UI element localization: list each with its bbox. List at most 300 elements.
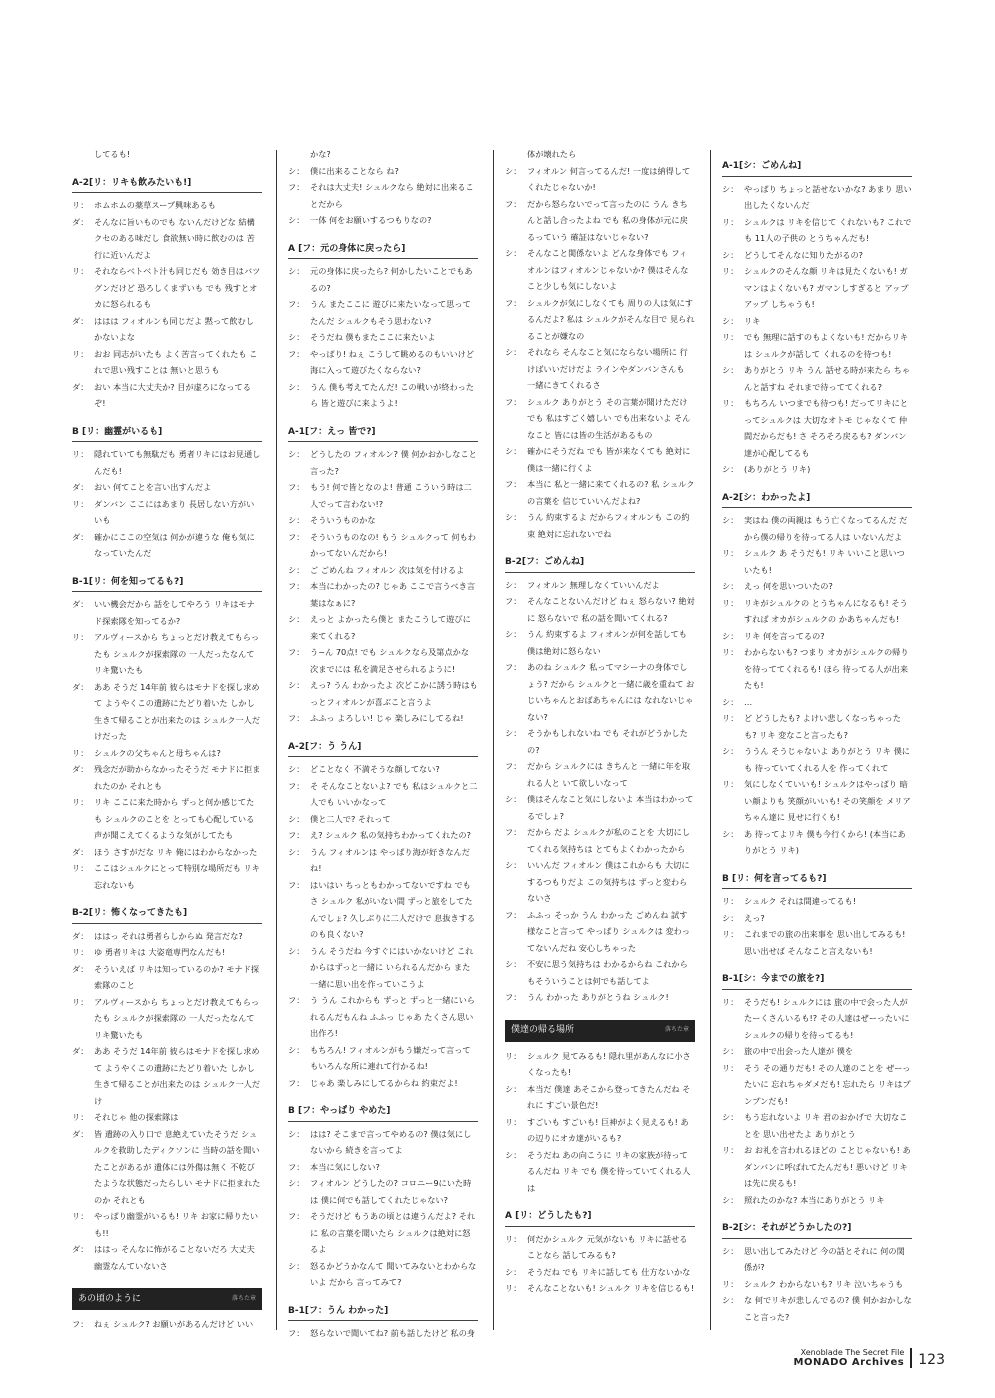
dialogue-text: うん 僕も考えてたんだ! この戦いが終わったら 皆と遊びに来ようよ! <box>310 381 474 408</box>
speaker-label: シ： <box>505 165 522 176</box>
continued-text: 体が壊れたら <box>527 149 577 159</box>
dialogue-line <box>505 659 695 725</box>
dialogue-line <box>288 163 478 180</box>
dialogue-line <box>505 196 695 246</box>
dialogue-line <box>505 245 695 295</box>
dialogue-text: そんなに旨いものでも ないんだけどな 結構クセのある味だし 食欲無い時に飲むのは 苦行に近いんだよ <box>94 216 255 260</box>
dialogue-line <box>722 545 912 578</box>
speaker-label: シ： <box>505 248 522 258</box>
dialogue-line <box>288 827 478 844</box>
speaker-label: シ： <box>288 614 305 624</box>
speaker-label: リ： <box>72 996 89 1007</box>
speaker-label: シ： <box>288 846 305 857</box>
dialogue-line <box>505 1081 695 1114</box>
speaker-label: シ： <box>722 1194 739 1205</box>
dialogue-text: ああ そうだ 14年前 彼らはモナドを探し求めて ようやくこの遺跡にたどり着いた しかし生きて帰ることが出来たのは シュルク一人だけ <box>94 1046 261 1106</box>
speaker-label: ダ： <box>72 963 89 974</box>
dialogue-text: すごいも すごいも! 巨神がよく見えるも! あの辺りにオカ達がいるも? <box>527 1116 689 1143</box>
speaker-label: ダ： <box>72 1244 89 1254</box>
speaker-label: シ： <box>722 315 739 326</box>
dialogue-text: 残念だが助からなかったそうだ モナドに拒まれたのか それとも <box>94 764 261 791</box>
speaker-label: リ： <box>72 797 89 807</box>
speaker-label: シ： <box>288 215 305 225</box>
dialogue-line <box>722 1192 912 1209</box>
speaker-label: フ： <box>505 662 522 672</box>
speaker-label: フ： <box>505 761 522 771</box>
dialogue-line <box>288 329 478 346</box>
dialogue-text: フィオルン 無理しなくていいんだよ <box>527 579 660 590</box>
dialogue-line <box>72 1126 262 1209</box>
dialogue-line <box>72 1208 262 1241</box>
branch-heading: B-2[リ：怖くなってきたも] <box>72 905 262 924</box>
speaker-label: シ： <box>722 828 739 839</box>
speaker-label: シ： <box>722 696 739 707</box>
speaker-label: ダ： <box>72 846 89 857</box>
speaker-label: リ： <box>722 332 739 342</box>
dialogue-text: ダンバン ここにはあまり 長居しない方がいいも <box>94 498 255 525</box>
dialogue-line <box>505 1264 695 1281</box>
dialogue-text: シュルクが気にしなくても 周りの人は気にするんだよ? 私は シュルクがそんな目で 見られることが嫌なの <box>527 297 695 341</box>
dialogue-text: 一体 何をお願いするつもりなの? <box>310 215 432 225</box>
dialogue-text: おい 本当に大丈夫か? 目が虚ろになってるぞ! <box>94 381 251 408</box>
speaker-label: シ： <box>505 1266 522 1277</box>
dialogue-text: そうだね でも リキに話しても 仕方ないかな <box>527 1266 691 1277</box>
dialogue-line <box>72 944 262 961</box>
dialogue-text: そうかもしれないね でも それがどうかしたの? <box>527 728 688 755</box>
dialogue-text: はいはい ちっともわかってないですね でもさ シュルク 私がいない間 ずっと旅をしてたんでしょ? 久しぶりに二人だけで 息抜きするのも良くない? <box>310 879 476 939</box>
speaker-label: ダ： <box>72 1046 89 1056</box>
dialogue-line <box>505 791 695 824</box>
dialogue-text: アルヴィースから ちょっとだけ教えてもらったも シュルクが探索隊の 一人だったなんて リキ驚いたも <box>94 996 260 1040</box>
dialogue-line <box>72 596 262 629</box>
speaker-label: シ： <box>722 464 739 474</box>
speaker-label: シ： <box>722 1046 739 1056</box>
speaker-label: リ： <box>72 1211 89 1221</box>
speaker-label: ダ： <box>72 381 89 392</box>
speaker-label: リ： <box>722 398 739 408</box>
speaker-label: フ： <box>288 1211 305 1221</box>
dialogue-line <box>72 679 262 745</box>
dialogue-text: いいんだ フィオルン 僕はこれからも 大切にするつもりだよ この気持ちは ずっと変わらないさ <box>527 860 690 903</box>
dialogue-text: だから だよ シュルクが私のことを 大切にしてくれる気持ちは とてもよくわかったから <box>527 827 691 854</box>
dialogue-line <box>72 1109 262 1126</box>
dialogue-line <box>722 1292 912 1325</box>
branch-heading: B-2[フ：ごめんね] <box>505 554 695 573</box>
dialogue-line <box>72 794 262 844</box>
dialogue-line <box>72 263 262 313</box>
speaker-label: リ： <box>722 779 739 789</box>
speaker-label: ダ： <box>72 681 89 692</box>
branch-heading: A-1[フ：えっ 皆で?] <box>288 424 478 443</box>
dialogue-text: 怒るかどうかなんて 聞いてみないとわからないよ だから 言ってみて? <box>310 1260 477 1287</box>
dialogue-line <box>722 1243 912 1276</box>
dialogue-line <box>288 943 478 993</box>
dialogue-line <box>72 961 262 994</box>
speaker-label: リ： <box>722 929 739 939</box>
dialogue-line <box>288 1325 478 1342</box>
speaker-label: シ： <box>288 945 305 956</box>
speaker-label: シ： <box>288 1044 305 1055</box>
dialogue-text: そんなこと関係ないよ どんな身体でも フィオルンはフィオルンじゃないか? 僕はそんなこと少しも気にしないよ <box>527 248 689 291</box>
dialogue-text: ははは フィオルンも同じだよ 黙って飲むしかないよな <box>94 315 254 342</box>
speaker-label: フ： <box>288 531 305 542</box>
dialogue-text: う うん これからも ずっと ずっと一緒にいられるんだもんね ふふっ じゃあ たくさん思い出作ろ! <box>310 995 475 1038</box>
speaker-label: シ： <box>505 1083 522 1094</box>
dialogue-line <box>505 725 695 758</box>
speaker-label: シ： <box>288 332 305 342</box>
dialogue-text: 僕と二人で? それって <box>310 813 391 824</box>
dialogue-line <box>505 593 695 626</box>
branch-heading: B-1[フ：うん わかった] <box>288 1303 478 1322</box>
dialogue-text: シュルク それは間違ってるも! <box>744 896 856 906</box>
dialogue-line <box>288 1258 478 1291</box>
dialogue-text: はは? そこまで言ってやめるの? 僕は気にしないから 続きを言ってよ <box>310 1128 472 1155</box>
speaker-label: シ： <box>722 183 739 194</box>
dialogue-line <box>288 1159 478 1176</box>
dialogue-line <box>72 860 262 893</box>
dialogue-line <box>505 989 695 1006</box>
dialogue-text: もう忘れないよ リキ 君のおかげで 大切なことを 思い出せたよ ありがとう <box>744 1112 908 1139</box>
dialogue-line <box>505 344 695 394</box>
dialogue-text: どうしてそんなに知りたがるの? <box>744 249 863 260</box>
dialogue-line <box>722 329 912 362</box>
dialogue-line <box>72 446 262 479</box>
dialogue-text: 隠れていても無駄だも 勇者リキにはお見通しんだも! <box>94 449 261 476</box>
dialogue-text: もちろん! フィオルンがもう嫌だって言ってもいろんな所に連れて行かるね! <box>310 1044 471 1071</box>
speaker-label: シ： <box>288 813 305 824</box>
speaker-label: リ： <box>505 1116 522 1127</box>
speaker-label: フ： <box>288 299 305 309</box>
dialogue-line <box>505 857 695 907</box>
speaker-label: リ： <box>722 1145 739 1155</box>
dialogue-text: 気にしなくていいも! シュルクはやっぱり 暗い顔よりも 笑顔がいいも! その笑顔を メリアちゃん達に 見せに行くも! <box>744 779 911 822</box>
dialogue-text: そんなことないも! シュルク リキを信じるも! <box>527 1283 695 1293</box>
speaker-label: フ： <box>505 992 522 1002</box>
speaker-label: フ： <box>72 1319 89 1329</box>
dialogue-line <box>722 214 912 247</box>
dialogue-text: そうだね 僕もまたここに来たいよ <box>310 332 436 342</box>
scene-title: 僕達の帰る場所 <box>511 1025 575 1036</box>
dialogue-line <box>288 212 478 229</box>
dialogue-line <box>505 907 695 957</box>
speaker-label: リ： <box>722 266 739 276</box>
dialogue-text: これまでの旅の出来事を 思い出してみるも! 思い出せば そんなこと言えないも! <box>744 929 906 956</box>
dialogue-line <box>288 529 478 562</box>
dialogue-text: 本当に 私と一緒に来てくれるの? 私 シュルクの言葉を 信じていいんだよね? <box>527 479 695 506</box>
dialogue-text: うん フィオルンは やっぱり海が好きなんだね! <box>310 846 470 873</box>
dialogue-line <box>505 1114 695 1147</box>
speaker-label: ダ： <box>72 1128 89 1139</box>
speaker-label: シ： <box>505 446 522 456</box>
dialogue-line <box>505 824 695 857</box>
speaker-label: ダ： <box>72 216 89 227</box>
dialogue-line <box>72 214 262 264</box>
speaker-label: ダ： <box>72 599 89 609</box>
dialogue-text: シュルク 見てみるも! 隠れ里があんなに小さくなったも! <box>527 1050 691 1077</box>
dialogue-line <box>722 1060 912 1110</box>
dialogue-line <box>72 496 262 529</box>
branch-heading: A-2[フ：う うん] <box>288 739 478 758</box>
speaker-label: フ： <box>288 482 305 492</box>
dialogue-line <box>722 710 912 743</box>
speaker-label: リ： <box>72 266 89 276</box>
dialogue-line <box>722 595 912 628</box>
speaker-label: シ： <box>505 629 522 639</box>
dialogue-line <box>72 1043 262 1109</box>
speaker-label: フ： <box>288 348 305 359</box>
dialogue-line <box>722 926 912 959</box>
speaker-label: リ： <box>722 597 739 608</box>
dialogue-text: 照れたのかな? 本当にありがとう リキ <box>744 1194 885 1205</box>
dialogue-text: ゆ 勇者リキは 大姿竜専門なんだも! <box>94 947 226 957</box>
dialogue-text: 僕に出来ることなら ね? <box>310 165 399 176</box>
dialogue-line <box>72 479 262 496</box>
dialogue-text: それは大丈夫! シュルクなら 絶対に出来ることだから <box>310 182 474 209</box>
dialogue-line <box>288 1208 478 1258</box>
dialogue-text: おお 同志がいたも よく苦言ってくれたも これで思い残すことは 無いと思うも <box>94 348 258 375</box>
dialogue-text: やっぱり幽霊がいるも! リキ お家に帰りたいも!! <box>94 1211 259 1238</box>
dialogue-text: そう その通りだも! その人達のことを ぜーったいに 忘れちゃダメだも! 忘れたら リキはプンプンだも! <box>744 1062 911 1106</box>
branch-heading: A-2[シ：わかったよ] <box>722 490 912 509</box>
dialogue-text: あ 待ってよリキ 僕も今行くから! (本当にありがとう リキ) <box>744 828 906 855</box>
dialogue-text: うん またここに 遊びに来たいなって思ってたんだ シュルクもそう思わない? <box>310 299 471 326</box>
dialogue-text: うん わかった ありがとうね シュルク! <box>527 992 669 1002</box>
dialogue-line <box>722 826 912 859</box>
dialogue-line <box>722 644 912 694</box>
dialogue-line <box>722 313 912 330</box>
dialogue-line <box>722 893 912 910</box>
dialogue-text: ど どうしたも? よけい悲しくなっちゃったも? リキ 変なこと言ったも? <box>744 713 901 740</box>
speaker-label: ダ： <box>72 315 89 326</box>
speaker-label: シ： <box>722 1295 739 1305</box>
dialogue-text: えっ? うん わかったよ 次どこかに誘う時はもっとフィオルンが喜ぶこと言うよ <box>310 680 478 707</box>
dialogue-text: アルヴィースから ちょっとだけ教えてもらったも シュルクが探索隊の 一人だったなんて リキ驚いたも <box>94 632 260 675</box>
dialogue-text: そういうものかな <box>310 515 376 525</box>
speaker-label: リ： <box>505 1283 522 1293</box>
speaker-label: シ： <box>288 564 305 575</box>
dialogue-line <box>722 512 912 545</box>
dialogue-line <box>505 758 695 791</box>
speaker-label: シ： <box>722 746 739 756</box>
dialogue-line <box>722 1276 912 1293</box>
speaker-label: シ： <box>288 165 305 176</box>
dialogue-text: そんなことないんだけど ねぇ 怒らない? 絶対に 怒らないで 私の話を聞いてくれる? <box>527 596 695 623</box>
dialogue-text: どことなく 不満そうな顔してない? <box>310 764 440 774</box>
dialogue-line <box>72 994 262 1044</box>
speaker-label: シ： <box>505 1149 522 1160</box>
dialogue-text: 実はね 僕の両親は もう亡くなってるんだ だから僕の帰りを待ってる人は いないんだよ <box>744 515 908 542</box>
text-column-2 <box>288 146 478 1342</box>
dialogue-text: だから シュルクには きちんと 一緒に年を取れる人と いて欲しいなって <box>527 761 691 788</box>
speaker-label: リ： <box>72 200 89 210</box>
dialogue-text: シュルクのそんな顔 リキは見たくないも! ガマンはよくないも? ガマンしすぎると アップアップ しちゃうも! <box>744 266 909 309</box>
speaker-label: リ： <box>722 647 739 657</box>
speaker-label: フ： <box>505 596 522 606</box>
dialogue-text: な 何でリキが悲しんでるの? 僕 何かおかしなこと言った? <box>744 1295 912 1322</box>
text-column-3 <box>505 146 695 1297</box>
dialogue-line <box>505 295 695 345</box>
speaker-label: シ： <box>288 381 305 392</box>
dialogue-text: シュルクは リキを信じて くれないも? これでも 11人の子供の とうちゃんだも! <box>744 216 912 243</box>
speaker-label: フ： <box>288 879 305 890</box>
speaker-label: フ： <box>288 1328 305 1338</box>
dialogue-line <box>288 844 478 877</box>
dialogue-line <box>288 1126 478 1159</box>
dialogue-text: リキがシュルクの とうちゃんになるも! そうすれば オカがシュルクの かあちゃんだも! <box>744 597 908 624</box>
dialogue-line <box>288 1075 478 1092</box>
dialogue-line <box>288 479 478 512</box>
dialogue-text: シュルク ありがとう その言葉が聞けただけでも 私はすごく嬉しい でも出来ないよ そんなこと 皆には皆の生活があるもの <box>527 396 691 440</box>
dialogue-text: 皆 遺跡の入り口で 息絶えていたそうだ シュルクを救助したディクソンに 当時の話を聞いたことがあるが 遺体には外傷は無く 不乾びたような状態だったらしい モナドに拒まれたのか それとも <box>94 1128 261 1205</box>
dialogue-text: だから怒らないでって言ったのに うん きちんと話し合ったよね でも 私の身体が元に戻るっていう 確証はないじゃない? <box>527 198 688 242</box>
dialogue-text: ははっ そんなに怖がることないだろ 大丈夫 幽霊なんていないさ <box>94 1244 255 1271</box>
dialogue-text: 本当に気にしない? <box>310 1161 380 1172</box>
dialogue-text: 僕はそんなこと気にしないよ 本当はわかってるでしょ? <box>527 794 694 821</box>
dialogue-line <box>72 1241 262 1274</box>
dialogue-line <box>288 578 478 611</box>
speaker-label: フ： <box>505 396 522 407</box>
speaker-label: リ： <box>722 1278 739 1289</box>
speaker-label: シ： <box>288 1128 305 1139</box>
dialogue-line <box>72 745 262 762</box>
dialogue-text: そ そんなことないよ? でも 私はシュルクと二人でも いいかなって <box>310 780 478 807</box>
speaker-label: リ： <box>722 713 739 723</box>
branch-heading: A-2[リ：リキも飲みたいも!] <box>72 175 262 194</box>
speaker-label: フ： <box>288 713 305 723</box>
speaker-label: リ： <box>722 896 739 906</box>
dialogue-text: それじゃ 他の探索隊は <box>94 1112 179 1122</box>
dialogue-line <box>72 346 262 379</box>
dialogue-text: 本当だ 僕達 あそこから登ってきたんだね それに すごい景色だ! <box>527 1083 691 1110</box>
dialogue-line <box>288 710 478 727</box>
page-number: 123 <box>918 1352 945 1368</box>
dialogue-line <box>288 446 478 479</box>
dialogue-line <box>722 181 912 214</box>
dialogue-text: フィオルン 何言ってるんだ! 一度は納得してくれたじゃないか! <box>527 165 691 192</box>
dialogue-text: いい機会だから 話をしてやろう リキはモナド探索隊を知ってるか? <box>94 599 255 626</box>
speaker-label: リ： <box>72 632 89 642</box>
speaker-label: リ： <box>72 863 89 873</box>
dialogue-text: シュルク あ そうだも! リキ いいこと思いついたも! <box>744 548 905 575</box>
speaker-label: フ： <box>288 830 305 840</box>
speaker-label: シ： <box>722 1112 739 1122</box>
continued-text: してるも! <box>94 149 131 159</box>
speaker-label: リ： <box>72 947 89 957</box>
speaker-label: リ： <box>72 1112 89 1122</box>
speaker-label: リ： <box>722 216 739 227</box>
speaker-label: フ： <box>505 198 522 209</box>
dialogue-line <box>288 1042 478 1075</box>
dialogue-text: お お礼を言われるほどの ことじゃないも! あ ダンバンに呼ばれてたんだも! 悪いけど リキは先に戻るも! <box>744 1145 911 1188</box>
speaker-label: リ： <box>72 747 89 758</box>
dialogue-text: ここはシュルクにとって特別な場所だも リキ忘れないも <box>94 863 260 890</box>
speaker-label: リ： <box>72 449 89 459</box>
dialogue-line <box>72 761 262 794</box>
speaker-label: シ： <box>288 449 305 459</box>
speaker-label: ダ： <box>72 531 89 542</box>
dialogue-text: あのね シュルク 私ってマシーナの身体でしょう? だから シュルクと一緒に歳を重ねて おじいちゃんとおばあちゃんには なれないじゃない? <box>527 662 695 722</box>
dialogue-text: ははっ それは勇者らしからぬ 発言だな? <box>94 930 243 941</box>
dialogue-text: やっぱり ちょっと話せないかな? あまり 思い出したくないんだ <box>744 183 912 210</box>
dialogue-line <box>72 379 262 412</box>
dialogue-text: (ありがとう リキ) <box>744 464 811 474</box>
scene-subtitle: 落ちた章 <box>664 1026 689 1034</box>
dialogue-line <box>72 1316 262 1333</box>
scene-subtitle: 落ちた章 <box>231 1294 256 1302</box>
speaker-label: シ： <box>288 680 305 690</box>
speaker-label: ダ： <box>72 764 89 774</box>
speaker-label: シ： <box>288 1260 305 1271</box>
branch-heading: B-1[リ：何を知ってるも?] <box>72 574 262 593</box>
dialogue-text: 本当にわかったの? じゃあ ここで言うべき言葉はなぁに? <box>310 581 476 608</box>
dialogue-text: ふふっ そっか うん わかった ごめんね 試す様なこと言って やっぱり シュルクは 変わってないんだね 安心しちゃった <box>527 909 690 953</box>
speaker-label: シ： <box>505 860 522 870</box>
dialogue-text: 元の身体に戻ったら? 何かしたいことでもあるの? <box>310 266 473 293</box>
speaker-label: フ： <box>505 827 522 837</box>
speaker-label: シ： <box>288 764 305 774</box>
dialogue-line <box>722 362 912 395</box>
branch-heading: B-2[シ：それがどうかしたの?] <box>722 1220 912 1239</box>
dialogue-line <box>288 512 478 529</box>
dialogue-line <box>722 994 912 1044</box>
speaker-label: フ： <box>288 581 305 591</box>
speaker-label: フ： <box>288 995 305 1005</box>
dialogue-text: ご ごめんね フィオルン 次は気を付けるよ <box>310 564 465 575</box>
dialogue-text: 怒らないで聞いてね? 前も話したけど 私の身 <box>310 1328 476 1338</box>
dialogue-text: うん 約束するよ フィオルンが何を話しても僕は絶対に怒らない <box>527 629 687 656</box>
speaker-label: シ： <box>722 1245 739 1256</box>
branch-heading: B-1[シ：今までの旅を?] <box>722 971 912 990</box>
dialogue-line <box>505 1231 695 1264</box>
dialogue-line <box>505 577 695 594</box>
dialogue-line <box>505 443 695 476</box>
scene-title-bar <box>505 1020 695 1042</box>
dialogue-text: 何だかシュルク 元気がないも リキに話せることなら 話してみるも? <box>527 1233 688 1260</box>
dialogue-text: ああ そうだ 14年前 彼らはモナドを探し求めて ようやくこの遺跡にたどり着いた しかし生きて帰ることが出来たのは シュルク一人だけだった <box>94 681 261 741</box>
dialogue-line <box>288 179 478 212</box>
dialogue-line <box>288 562 478 579</box>
dialogue-text: ううん そうじゃないよ ありがとう リキ 僕にも 待っていてくれる人を 作ってくれて <box>744 746 910 773</box>
speaker-label: フ： <box>288 780 305 791</box>
speaker-label: シ： <box>505 347 522 357</box>
dialogue-line <box>505 476 695 509</box>
dialogue-line <box>722 461 912 478</box>
dialogue-line <box>505 956 695 989</box>
text-column-4 <box>722 146 912 1325</box>
speaker-label: フ： <box>505 479 522 489</box>
dialogue-line <box>72 928 262 945</box>
dialogue-text: 旅の中で出会った人達が 僕を <box>744 1046 854 1056</box>
branch-heading: B [リ：幽霊がいるも] <box>72 424 262 443</box>
dialogue-text: えっと よかったら僕と またこうして遊びに来てくれる? <box>310 614 471 641</box>
speaker-label: シ： <box>722 630 739 641</box>
dialogue-line <box>505 1048 695 1081</box>
speaker-label: リ： <box>505 1233 522 1244</box>
dialogue-text: そうだね あの向こうに リキの家族が待ってるんだね リキ でも 僕を待っていてくれる人は <box>527 1149 691 1193</box>
dialogue-line <box>72 197 262 214</box>
speaker-label: フ： <box>288 647 305 657</box>
speaker-label: フ： <box>288 1077 305 1088</box>
speaker-label: シ： <box>505 579 522 590</box>
speaker-label: シ： <box>722 515 739 525</box>
dialogue-line <box>288 1175 478 1208</box>
speaker-label: フ： <box>288 182 305 192</box>
dialogue-text: え? シュルク 私の気持ちわかってくれたの? <box>310 830 471 840</box>
footer-brand-line1: Xenoblade The Secret File <box>800 1348 905 1357</box>
dialogue-text: それなら そんなこと気にならない場所に 行けばいいだけだよ ラインやダンバンさんも 一緒にきてくれるさ <box>527 347 688 390</box>
dialogue-line <box>288 644 478 677</box>
dialogue-text: それならベトベト汁も同じだも 効き目はバツグンだけど 恐ろしくまずいも でも 残すとオカに怒られるも <box>94 266 261 309</box>
